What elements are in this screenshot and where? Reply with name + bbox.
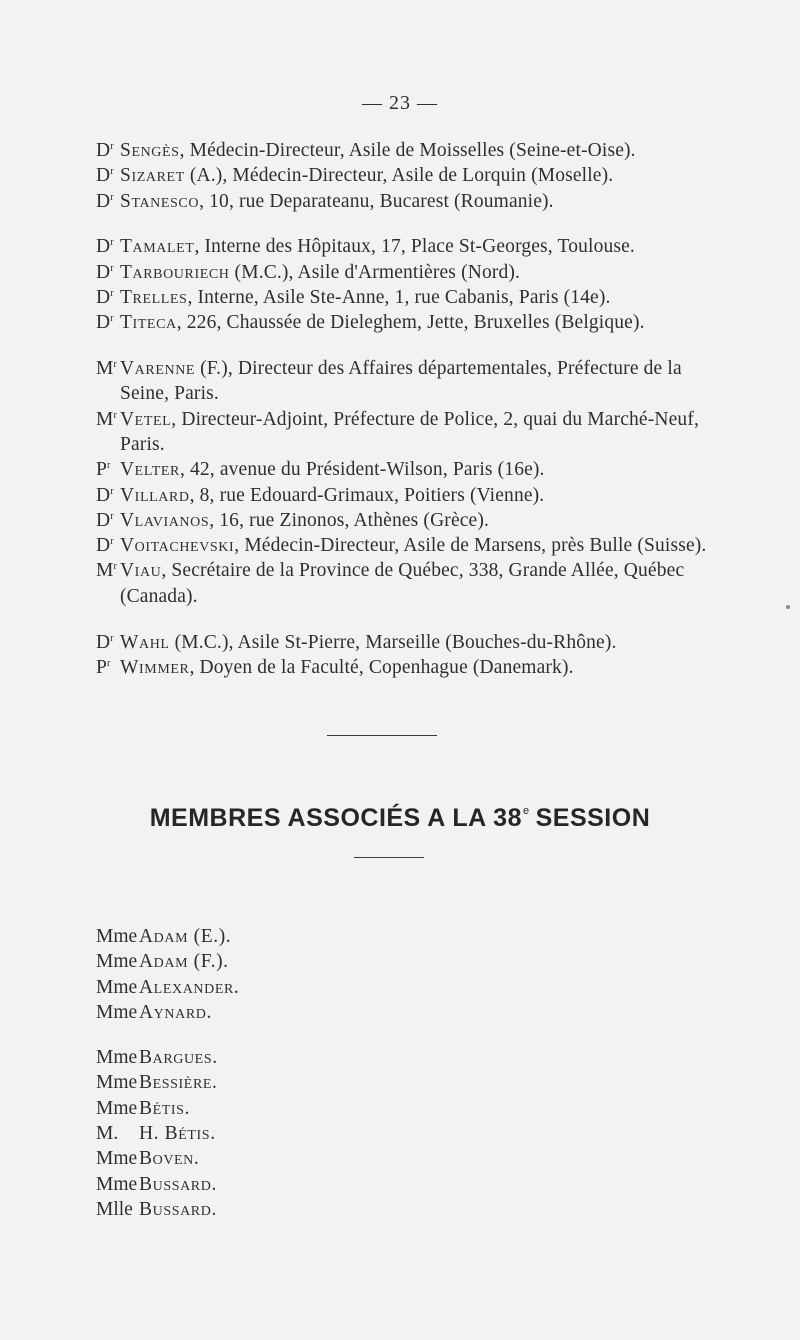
member-name: Voitachevski <box>120 535 235 557</box>
member-name: Stanesco <box>120 190 200 212</box>
member-group <box>96 630 716 681</box>
member-title-sup: r <box>110 262 114 274</box>
member-details: , 10, rue Deparateanu, Bucarest (Roumanie). <box>199 190 554 212</box>
member-entry <box>96 234 716 259</box>
member-details: , Doyen de la Faculté, Copenhague (Danemark). <box>189 656 574 678</box>
associate-entry <box>96 924 239 949</box>
associate-name: Boven. <box>139 1148 200 1170</box>
associate-salutation: Mme <box>96 1148 138 1170</box>
member-title <box>96 234 120 259</box>
member-title-letter: D <box>96 484 111 506</box>
member-title-sup: r <box>110 237 114 249</box>
associate-name: Aynard. <box>139 1001 212 1023</box>
member-entry <box>96 457 716 482</box>
member-title-sup: r <box>110 166 114 178</box>
member-title-letter: D <box>96 631 111 653</box>
member-title <box>96 163 120 188</box>
member-title <box>96 508 120 533</box>
member-title-sup: r <box>113 409 117 421</box>
associate-entry <box>96 1121 239 1146</box>
member-title-sup: r <box>110 485 114 497</box>
associate-entry <box>96 949 239 974</box>
associate-entry <box>96 975 239 1000</box>
member-title-sup: r <box>107 657 111 669</box>
member-entry <box>96 163 716 188</box>
member-details: , 226, Chaussée de Dieleghem, Jette, Bruxelles (Belgique). <box>176 312 645 334</box>
member-title-letter: D <box>96 286 111 308</box>
member-details: , Médecin-Directeur, Asile de Moisselles (Seine-et-Oise). <box>179 140 636 161</box>
associate-salutation: Mme <box>96 976 138 998</box>
associate-salutation: Mme <box>96 926 138 947</box>
member-title <box>96 310 120 335</box>
associate-name: Bargues. <box>139 1047 218 1069</box>
member-details: (M.C.), Asile St-Pierre, Marseille (Bouches-du-Rhône). <box>169 631 617 653</box>
member-title-sup: r <box>110 287 114 299</box>
member-details: (A.), Médecin-Directeur, Asile de Lorquin (Moselle). <box>184 165 614 187</box>
section-heading-tail: SESSION <box>535 804 651 832</box>
associate-name: Bussard. <box>139 1173 217 1195</box>
member-title <box>96 189 120 214</box>
member-title-letter: M <box>96 358 114 380</box>
member-title-sup: r <box>107 460 111 472</box>
associate-salutation: Mme <box>96 951 138 973</box>
member-title-sup: r <box>110 536 114 548</box>
member-title-letter: D <box>96 140 111 161</box>
section-heading-sup: e <box>522 805 530 817</box>
associate-salutation: Mme <box>96 1001 138 1023</box>
member-group <box>96 356 716 609</box>
member-title <box>96 407 120 432</box>
member-title-letter: P <box>96 459 107 481</box>
member-title <box>96 138 120 163</box>
member-title <box>96 655 120 680</box>
heading-rule <box>354 857 424 858</box>
member-name: Sengès <box>120 140 180 161</box>
associate-entry <box>96 1070 239 1095</box>
member-name: Tamalet <box>120 236 195 258</box>
page-number: — 23 — <box>362 92 438 114</box>
member-name: Tarbouriech <box>120 261 230 283</box>
member-entry <box>96 533 716 558</box>
member-name: Vetel <box>120 408 172 430</box>
member-details: , Médecin-Directeur, Asile de Marsens, près Bulle (Suisse). <box>234 535 707 557</box>
member-entry <box>96 558 716 609</box>
associate-entry <box>96 1197 239 1222</box>
member-name: Viau <box>120 560 162 582</box>
member-name: Varenne <box>120 358 196 380</box>
member-entry <box>96 138 716 163</box>
associate-name: H. Bétis. <box>139 1123 216 1145</box>
associate-entry <box>96 1172 239 1197</box>
associate-salutation: Mme <box>96 1173 138 1195</box>
member-name: Wahl <box>120 631 170 653</box>
member-details: , Directeur-Adjoint, Préfecture de Police, 2, quai du Marché-Neuf, Paris. <box>120 408 699 455</box>
member-title-letter: D <box>96 261 111 283</box>
member-title-sup: r <box>110 191 114 203</box>
member-title-letter: D <box>96 509 111 531</box>
member-title <box>96 483 120 508</box>
member-title <box>96 533 120 558</box>
member-title-letter: D <box>96 165 111 187</box>
member-title-sup: r <box>110 632 114 644</box>
member-title-letter: D <box>96 190 111 212</box>
member-entry <box>96 260 716 285</box>
member-title-letter: M <box>96 408 114 430</box>
member-group <box>96 234 716 335</box>
member-title <box>96 457 120 482</box>
member-title <box>96 558 120 583</box>
associate-salutation: Mme <box>96 1047 138 1069</box>
associate-salutation: M. <box>96 1123 119 1145</box>
section-heading <box>0 804 800 833</box>
associate-group <box>96 1045 239 1222</box>
associate-name: Bétis. <box>139 1097 191 1119</box>
member-details: , Secrétaire de la Province de Québec, 338, Grande Allée, Québec (Canada). <box>120 560 685 607</box>
members-list <box>96 138 716 701</box>
member-entry <box>96 630 716 655</box>
member-title-sup: r <box>113 359 117 371</box>
member-title-letter: P <box>96 656 107 678</box>
associate-entry <box>96 1096 239 1121</box>
member-entry <box>96 310 716 335</box>
member-title-letter: D <box>96 236 111 258</box>
associate-name: Alexander. <box>139 976 240 998</box>
member-title-sup: r <box>110 313 114 325</box>
member-details: , 16, rue Zinonos, Athènes (Grèce). <box>209 509 490 531</box>
paper-speck <box>786 605 790 609</box>
member-title-letter: D <box>96 535 111 557</box>
member-group <box>96 138 716 214</box>
member-title <box>96 356 120 381</box>
member-title-letter: M <box>96 560 114 582</box>
associate-entry <box>96 1045 239 1070</box>
associate-group <box>96 924 239 1025</box>
member-title-letter: D <box>96 312 111 334</box>
associate-name: Adam (F.). <box>139 951 229 973</box>
member-entry <box>96 407 716 458</box>
associates-list <box>96 924 239 1242</box>
member-details: , Interne, Asile Ste-Anne, 1, rue Cabanis, Paris (14e). <box>187 286 611 308</box>
member-name: Titeca <box>120 312 177 334</box>
member-title <box>96 260 120 285</box>
member-title-sup: r <box>110 510 114 522</box>
member-name: Velter <box>120 459 180 481</box>
member-entry <box>96 356 716 407</box>
member-details: (M.C.), Asile d'Armentières (Nord). <box>229 261 521 283</box>
member-name: Wimmer <box>120 656 190 678</box>
member-details: , Interne des Hôpitaux, 17, Place St-Georges, Toulouse. <box>194 236 635 258</box>
member-entry <box>96 508 716 533</box>
associate-salutation: Mme <box>96 1072 138 1094</box>
member-title-sup: r <box>110 141 114 152</box>
member-name: Villard <box>120 484 190 506</box>
member-details: , 42, avenue du Président-Wilson, Paris (16e). <box>179 459 545 481</box>
section-heading-main: MEMBRES ASSOCIÉS A LA 38 <box>149 804 522 832</box>
member-title <box>96 630 120 655</box>
member-entry <box>96 189 716 214</box>
member-title <box>96 285 120 310</box>
member-name: Vlavianos <box>120 509 210 531</box>
separator-rule <box>327 735 437 736</box>
associate-entry <box>96 1000 239 1025</box>
associate-salutation: Mlle <box>96 1198 133 1220</box>
associate-name: Bussard. <box>139 1198 217 1220</box>
member-entry <box>96 655 716 680</box>
member-title-sup: r <box>113 561 117 573</box>
associate-name: Bessière. <box>139 1072 218 1094</box>
member-name: Trelles <box>120 286 188 308</box>
member-entry <box>96 483 716 508</box>
member-name: Sizaret <box>120 165 185 187</box>
associate-entry <box>96 1146 239 1171</box>
associate-name: Adam (E.). <box>139 926 232 947</box>
member-entry <box>96 285 716 310</box>
member-details: , 8, rue Edouard-Grimaux, Poitiers (Vienne). <box>189 484 545 506</box>
associate-salutation: Mme <box>96 1097 138 1119</box>
member-details: (F.), Directeur des Affaires départementales, Préfecture de la Seine, Paris. <box>120 358 682 405</box>
